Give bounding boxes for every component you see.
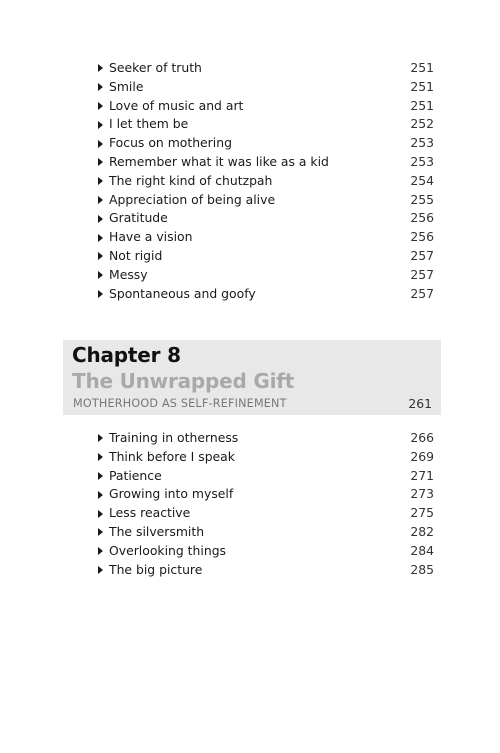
entry-title: Growing into myself [109, 486, 234, 502]
triangle-right-icon [98, 491, 103, 499]
entry-page-number: 253 [410, 153, 434, 169]
triangle-right-icon [98, 434, 103, 442]
entry-title: Smile [109, 78, 144, 94]
entry-title: Not rigid [109, 247, 163, 263]
entry-page-number: 256 [410, 229, 434, 245]
entry-page-number: 256 [410, 210, 434, 226]
toc-entry[interactable] [96, 467, 434, 486]
toc-entry[interactable] [96, 97, 434, 116]
entry-title: I let them be [109, 116, 189, 132]
entry-page-number: 266 [410, 430, 434, 445]
entry-page-number: 252 [410, 116, 434, 132]
triangle-right-icon [98, 566, 103, 574]
triangle-right-icon [98, 177, 103, 185]
triangle-right-icon [98, 528, 103, 536]
entry-title: Appreciation of being alive [109, 191, 276, 207]
entry-page-number: 284 [410, 542, 434, 558]
triangle-right-icon [98, 453, 103, 461]
triangle-right-icon [98, 196, 103, 204]
entry-title: Messy [109, 266, 148, 282]
toc-entry[interactable] [96, 561, 434, 580]
toc-entry[interactable] [96, 59, 434, 78]
toc-entry[interactable] [96, 209, 434, 228]
toc-entry[interactable] [96, 266, 434, 285]
toc-list-previous-chapter [96, 59, 434, 303]
toc-list-chapter-8 [96, 429, 434, 579]
toc-entry[interactable] [96, 429, 434, 448]
entry-page-number: 251 [410, 78, 434, 94]
triangle-right-icon [98, 234, 103, 242]
toc-entry[interactable] [96, 485, 434, 504]
entry-page-number: 285 [410, 561, 434, 577]
entry-page-number: 255 [410, 191, 434, 207]
triangle-right-icon [98, 290, 103, 298]
entry-title: Less reactive [109, 505, 191, 521]
entry-page-number: 251 [410, 60, 434, 75]
entry-page-number: 253 [410, 135, 434, 151]
chapter-title: The Unwrapped Gift [72, 369, 295, 393]
triangle-right-icon [98, 121, 103, 129]
entry-page-number: 271 [410, 467, 434, 483]
chapter-heading-block[interactable] [63, 340, 441, 415]
toc-entry[interactable] [96, 448, 434, 467]
toc-entry[interactable] [96, 78, 434, 97]
toc-entry[interactable] [96, 115, 434, 134]
toc-entry[interactable] [96, 191, 434, 210]
entry-title: Gratitude [109, 210, 168, 226]
entry-title: The right kind of chutzpah [109, 172, 273, 188]
entry-title: Seeker of truth [109, 60, 202, 75]
chapter-label: Chapter 8 [72, 343, 181, 367]
toc-entry[interactable] [96, 542, 434, 561]
triangle-right-icon [98, 547, 103, 555]
entry-title: Love of music and art [109, 97, 244, 113]
entry-page-number: 251 [410, 97, 434, 113]
triangle-right-icon [98, 140, 103, 148]
entry-page-number: 275 [410, 505, 434, 521]
entry-title: Have a vision [109, 229, 193, 245]
triangle-right-icon [98, 252, 103, 260]
entry-page-number: 257 [410, 247, 434, 263]
triangle-right-icon [98, 472, 103, 480]
triangle-right-icon [98, 83, 103, 91]
entry-title: Patience [109, 467, 162, 483]
toc-entry[interactable] [96, 172, 434, 191]
toc-entry[interactable] [96, 228, 434, 247]
entry-page-number: 254 [410, 172, 434, 188]
entry-page-number: 257 [410, 285, 434, 301]
entry-page-number: 269 [410, 448, 434, 464]
entry-title: Training in otherness [109, 430, 239, 445]
toc-entry[interactable] [96, 523, 434, 542]
entry-title: Spontaneous and goofy [109, 285, 256, 301]
entry-title: Overlooking things [109, 542, 227, 558]
chapter-page-number: 261 [408, 396, 432, 411]
toc-entry[interactable] [96, 153, 434, 172]
entry-page-number: 282 [410, 523, 434, 539]
chapter-subtitle: MOTHERHOOD AS SELF-REFINEMENT [73, 397, 287, 410]
triangle-right-icon [98, 215, 103, 223]
entry-page-number: 273 [410, 486, 434, 502]
entry-title: The silversmith [109, 523, 205, 539]
triangle-right-icon [98, 158, 103, 166]
toc-entry[interactable] [96, 504, 434, 523]
entry-title: Focus on mothering [109, 135, 232, 151]
toc-entry[interactable] [96, 285, 434, 304]
triangle-right-icon [98, 102, 103, 110]
entry-title: The big picture [109, 561, 203, 577]
entry-page-number: 257 [410, 266, 434, 282]
triangle-right-icon [98, 64, 103, 72]
triangle-right-icon [98, 271, 103, 279]
entry-title: Think before I speak [109, 448, 235, 464]
toc-entry[interactable] [96, 247, 434, 266]
triangle-right-icon [98, 510, 103, 518]
entry-title: Remember what it was like as a kid [109, 153, 329, 169]
toc-entry[interactable] [96, 134, 434, 153]
